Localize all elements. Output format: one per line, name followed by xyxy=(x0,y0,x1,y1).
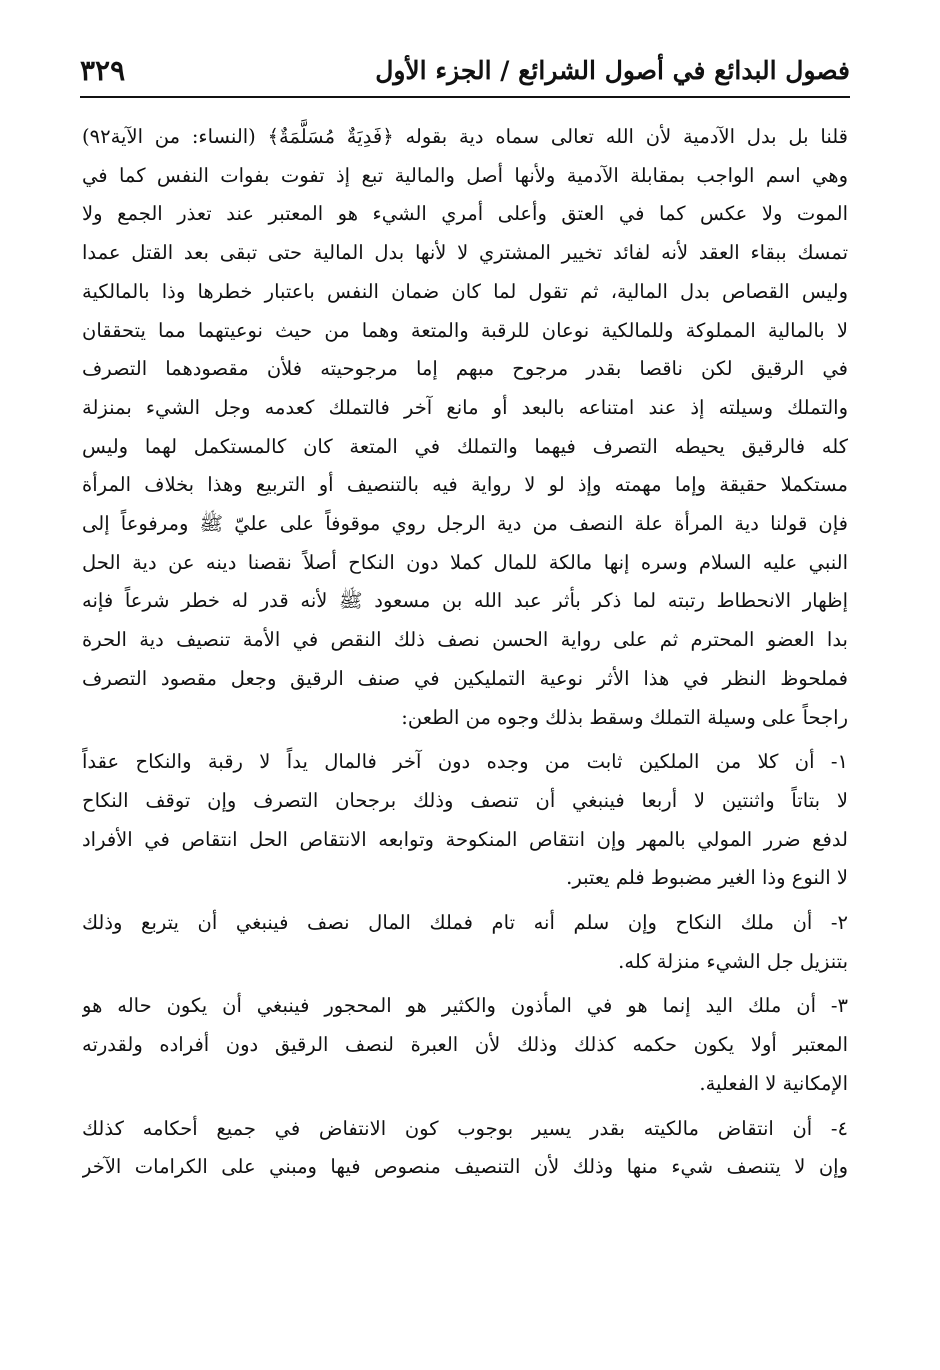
point-4 xyxy=(82,1110,848,1187)
text-line: ١- أن كلا من الملكين ثابت من وجده دون آخر فالمال يداً لا رقبة والنكاح عقداً xyxy=(82,750,848,774)
text-line: لا بتاتاً واثنتين لا أربعا فينبغي أن تنصف وذلك برجحان التصرف وإن توقف النكاح xyxy=(82,788,848,812)
text-line: الموت ولا عكس كما في العتق وأعلى أمري الشيء هو المعتبر عند تعذر الجمع ولا xyxy=(82,202,848,226)
text-line: ٤- أن انتقاض مالكيته بقدر يسير بوجوب كون الانتفاض في جميع أحكامه كذلك xyxy=(82,1116,848,1140)
text-line: لا بالمالية المملوكة وللمالكية نوعان للرقبة والمتعة وهما من حيث نوعيتهما مما يتحققان xyxy=(82,318,848,342)
point-1 xyxy=(82,743,848,898)
text-line: مستكملا حقيقة وإما مهمته وإذ لو لا رواية فيه بالتنصيف أو التربيع وهذا بخلاف المرأة xyxy=(82,473,848,497)
text-line: قلنا بل بدل الآدمية لأن الله تعالى سماه دية بقوله ﴿فَدِيَةٌ مُسَلَّمَةٌ﴾ (النساء: من الآية٩٢) xyxy=(82,125,848,148)
intro-paragraph xyxy=(82,118,848,737)
text-line: ٢- أن ملك النكاح وإن سلم أنه تام فملك المال نصف فينبغي أن يتربع وذلك xyxy=(82,911,848,935)
text-line: وليس القصاص بدل المالية، ثم تقول لما كان ضمان النفس باعتبار خطرها وذا بالمالكية xyxy=(82,279,848,303)
text-line: الإمكانية لا الفعلية. xyxy=(699,1071,848,1095)
running-title: فصول البدائع في أصول الشرائع / الجزء الأول xyxy=(375,56,850,85)
header-rule xyxy=(80,96,850,98)
body-text xyxy=(82,118,848,1187)
text-line: بدا العضو المحترم ثم على رواية الحسن نصف ذلك النقص في الأمة تنصيف دية الحرة xyxy=(82,628,848,652)
text-line: بتنزيل جل الشيء منزلة كله. xyxy=(618,949,848,973)
page-number: ٣٢٩ xyxy=(80,54,126,87)
page-header xyxy=(80,54,850,94)
text-line: لا النوع وذا الغير مضبوط فلم يعتبر. xyxy=(566,866,848,890)
text-line: كله فالرقيق يحيطه التصرف فيهما والتملك في المتعة كان كالمستكمل لهما وليس xyxy=(82,434,848,458)
text-line: والتملك وسيلته إذ عند امتناعه بالبعد أو مانع آخر فالتملك كعدمه وجل الشيء بمنزلة xyxy=(82,395,848,419)
text-line: فملحوظ النظر في هذا الأثر نوعية التمليكين في صنف الرقيق وجعل مقصود التصرف xyxy=(82,666,848,690)
text-line: ٣- أن ملك اليد إنما هو في المأذون والكثير هو المحجور فينبغي أن يكون حاله هو xyxy=(82,994,848,1018)
text-line: المعتبر أولا يكون حكمه كذلك وذلك لأن العبرة لنصف الرقيق دون أفراده ولقدرته xyxy=(82,1033,848,1057)
point-2 xyxy=(82,904,848,981)
text-line: إظهار الانحطاط رتبته لما ذكر بأثر عبد الله بن مسعود ﷺ لأنه قدر له خطر شرعاً فإنه xyxy=(82,589,848,613)
text-line: تمسك ببقاء العقد لأنه لفائد تخيير المشتري لا لأنها بدل المالية حتى تبقى بعد القتل عمدا xyxy=(82,241,848,265)
text-line: راجحاً على وسيلة التملك وسقط بذلك وجوه من الطعن: xyxy=(401,705,848,729)
text-line: النبي عليه السلام وسره إنها مالكة للمال كملا دون النكاح أصلاً نقصنا دينه عن دية الحل xyxy=(82,550,848,574)
text-line: في الرقيق لكن ناقصا بقدر مرجوح مبهم إما مرجوحيته فلأن مقصودهما التصرف xyxy=(82,357,848,381)
text-line: وهي اسم الواجب بمقابلة الآدمية ولأنها أصل والمالية تبع إذ تفوت بفوات النفس كما في xyxy=(82,163,848,187)
point-3 xyxy=(82,987,848,1103)
text-line: وإن لا يتنصف شيء منها وذلك لأن التنصيف منصوص فيها ومبني على الكرامات الآخر xyxy=(82,1155,848,1179)
text-line: لدفع ضرر المولي بالمهر وإن انتقاص المنكوحة وتوابعه الانتقاص الحل انتقاص في الأفراد xyxy=(82,827,848,851)
text-line: فإن قولنا دية المرأة علة النصف من دية الرجل روي موقوفاً على عليّ ﷺ ومرفوعاً إلى xyxy=(82,512,848,536)
